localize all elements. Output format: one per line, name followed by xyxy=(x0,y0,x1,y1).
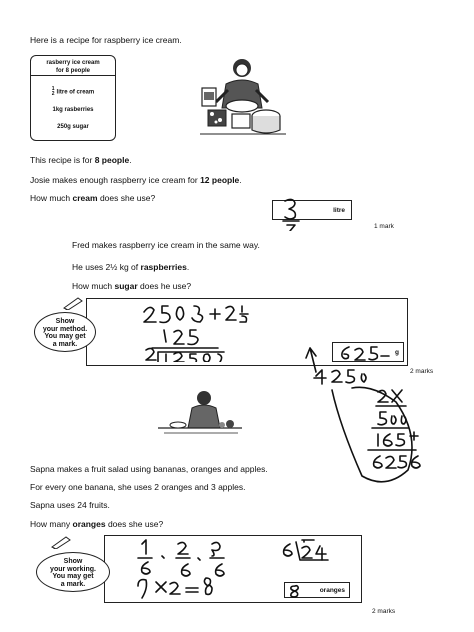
q3-question-end: does she use? xyxy=(105,519,164,529)
q1-handwritten-answer xyxy=(281,195,303,231)
cream-fraction-num: 1 xyxy=(51,86,55,92)
q3-question-bold: oranges xyxy=(72,519,106,529)
q2-bubble-line3: You may get xyxy=(44,333,86,340)
q2-bubble-line4: a mark. xyxy=(52,340,78,348)
q2-answer-unit: g xyxy=(395,349,399,356)
q2-line2-end: . xyxy=(186,262,190,272)
q1-marks: 1 mark xyxy=(374,223,394,230)
q2-line2 xyxy=(72,262,189,272)
q1-question-end: does she use? xyxy=(97,193,156,203)
q2-hint-bubble xyxy=(34,312,96,352)
pencil-icon xyxy=(62,296,84,310)
recipe-title-line2: for 8 people xyxy=(55,68,90,74)
fruit-salad-illustration xyxy=(158,388,242,438)
q2-question-text: How much xyxy=(72,281,115,291)
q2-handwritten-answer xyxy=(337,344,391,362)
q1-question xyxy=(30,193,155,203)
q2-question xyxy=(72,281,191,291)
q1-line1-end: . xyxy=(129,155,132,165)
q3-answer-unit: oranges xyxy=(319,587,345,594)
q1-question-bold: cream xyxy=(72,193,98,203)
q3-line1: Sapna makes a fruit salad using bananas, oranges and apples. xyxy=(30,464,268,474)
q1-line2-bold: 12 people xyxy=(200,175,240,185)
q1-answer-box[interactable] xyxy=(272,200,352,220)
recipe-sugar: 250g sugar xyxy=(57,124,89,130)
q3-bubble-line1: Show xyxy=(63,558,83,565)
q2-margin-working xyxy=(312,366,432,492)
q3-question-text: How many xyxy=(30,519,73,529)
q3-bubble-line4: a mark. xyxy=(60,580,86,588)
recipe-title-line1: rasberry ice cream xyxy=(46,60,100,66)
q1-line2-text: Josie makes enough raspberry ice cream for xyxy=(30,175,201,185)
q1-intro: Here is a recipe for raspberry ice cream. xyxy=(30,35,182,45)
q2-line2-text: He uses 2½ kg of xyxy=(72,262,141,272)
q3-answer-box[interactable] xyxy=(284,582,350,598)
q3-hint-bubble xyxy=(36,552,110,592)
q3-question xyxy=(30,519,163,529)
q2-handwritten-working xyxy=(140,300,280,362)
recipe-raspberries: 1kg rasberries xyxy=(52,107,94,113)
q3-bubble-line3: You may get xyxy=(52,573,94,580)
cream-text: litre of cream xyxy=(56,89,95,96)
q1-line1-text: This recipe is for xyxy=(30,155,95,165)
q2-bubble-line1: Show xyxy=(55,318,75,325)
q3-line2: For every one banana, she uses 2 oranges and 3 apples. xyxy=(30,482,246,492)
q2-bubble-line2: your method. xyxy=(42,325,88,333)
q3-line3: Sapna uses 24 fruits. xyxy=(30,500,110,510)
q2-answer-box[interactable] xyxy=(332,342,404,362)
q3-marks: 2 marks xyxy=(372,608,396,615)
q1-answer-unit: litre xyxy=(333,207,345,214)
q2-line1: Fred makes raspberry ice cream in the same way. xyxy=(72,240,260,250)
cook-illustration xyxy=(196,50,288,142)
q2-question-bold: sugar xyxy=(114,281,138,291)
q2-line2-bold: raspberries xyxy=(140,262,187,272)
q1-line1-bold: 8 people xyxy=(94,155,130,165)
q2-marks: 2 marks xyxy=(410,368,434,375)
pencil-icon xyxy=(50,535,72,549)
q2-question-end: does he use? xyxy=(137,281,192,291)
q1-line2-end: . xyxy=(239,175,242,185)
q1-line2 xyxy=(30,175,242,185)
cream-fraction-den: 2 xyxy=(51,91,55,97)
recipe-title xyxy=(31,56,115,76)
recipe-card xyxy=(30,55,116,141)
q1-question-text: How much xyxy=(30,193,73,203)
cream-fraction xyxy=(52,87,55,97)
q3-bubble-line2: your working. xyxy=(50,565,96,573)
q3-handwritten-answer xyxy=(288,584,302,598)
q1-line1 xyxy=(30,155,132,165)
recipe-cream xyxy=(31,87,115,97)
